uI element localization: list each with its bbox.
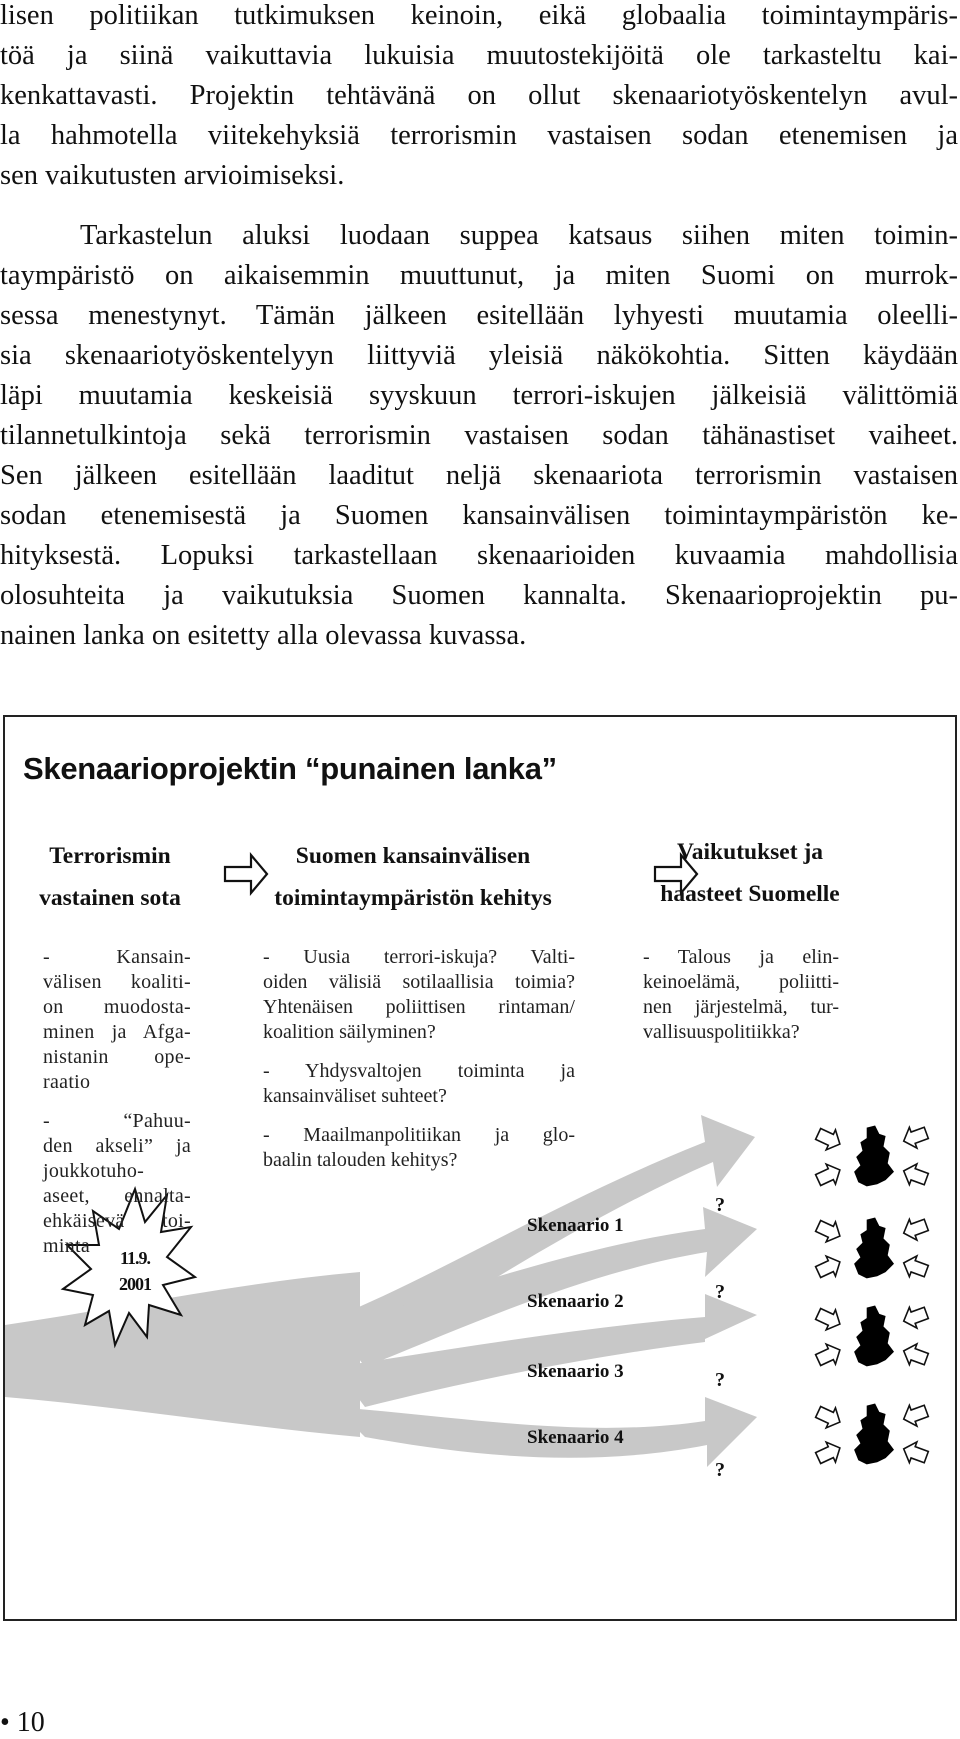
text-line: sodan etenemisestä ja Suomen kansainvälisen toimintaympäristön ke- — [0, 500, 958, 531]
column-heading — [25, 835, 195, 919]
text-line: joukkotuho- — [43, 1160, 145, 1182]
column-item — [43, 1109, 191, 1259]
small-arrow-icon — [813, 1124, 844, 1154]
text-line: nen järjestelmä, tur- — [643, 996, 839, 1018]
text-line: Sen jälkeen esitellään laaditut neljä skenaariota terrorismin vastaisen — [0, 460, 958, 491]
scenario-figure — [3, 715, 957, 1621]
text-line: den akseli” ja — [43, 1135, 191, 1157]
body-paragraph — [0, 216, 958, 656]
text-line: Yhtenäisen poliittisen rintaman/ — [263, 996, 575, 1018]
text-line: baalin talouden kehitys? — [263, 1149, 458, 1171]
column-item — [643, 945, 839, 1045]
small-arrow-icon — [900, 1401, 930, 1430]
small-arrow-icon — [813, 1216, 844, 1246]
text-line: ehkäisevä toi- — [43, 1210, 191, 1232]
text-line: - Yhdysvaltojen toiminta ja — [263, 1060, 575, 1082]
scenario-label: Skenaario 3 — [527, 1361, 624, 1382]
text-line: minen ja Afga- — [43, 1021, 191, 1043]
text-line: välisen koaliti- — [43, 971, 191, 993]
scenario-label: Skenaario 1 — [527, 1215, 624, 1236]
question-mark: ? — [715, 1281, 725, 1303]
small-arrow-icon — [813, 1340, 844, 1370]
small-arrow-icon — [813, 1252, 844, 1282]
question-mark: ? — [715, 1459, 725, 1481]
figure-title: Skenaarioprojektin “punainen lanka” — [23, 751, 557, 786]
text-line: - Uusia terrori-iskuja? Valti- — [263, 946, 575, 968]
column-heading-line: Suomen kansainvälisen — [295, 843, 531, 869]
text-line: la hahmotella viitekehyksiä terrorismin vastaisen sodan etenemisen ja — [0, 120, 958, 151]
text-line: oiden välisiä sotilaallisia toimia? — [263, 971, 575, 993]
column-item — [43, 945, 191, 1095]
text-line: - “Pahuu- — [43, 1110, 191, 1132]
text-line: - Kansain- — [43, 946, 191, 968]
page-number: • 10 — [0, 1707, 45, 1738]
text-line: olosuhteita ja vaikutuksia Suomen kannalta. Skenaarioprojektin pu- — [0, 580, 958, 611]
small-arrow-icon — [900, 1161, 930, 1190]
text-line: aseet, ennalta- — [43, 1185, 191, 1207]
finland-map-icon — [854, 1218, 894, 1279]
text-line: sessa menestynyt. Tämän jälkeen esitellään lyhyesti muutamia oleelli- — [0, 300, 958, 331]
finland-map-group — [813, 1303, 930, 1370]
small-arrow-icon — [813, 1438, 844, 1468]
finland-map-icon — [854, 1126, 894, 1187]
text-line: sen vaikutusten arvioimiseksi. — [0, 160, 345, 191]
small-arrow-icon — [900, 1303, 930, 1332]
scenario-stream-main — [5, 1272, 360, 1437]
text-line: - Talous ja elin- — [643, 946, 839, 968]
column-text — [43, 945, 191, 1273]
text-line: taympäristö on aikaisemmin muuttunut, ja miten Suomi on murrok- — [0, 260, 958, 291]
text-line: Tarkastelun aluksi luodaan suppea katsaus siihen miten toimin- — [80, 220, 958, 251]
column-heading-line: haasteet Suomelle — [660, 881, 840, 907]
text-line: vallisuuspolitiikka? — [643, 1021, 800, 1043]
text-line: - Maailmanpolitiikan ja glo- — [263, 1124, 575, 1146]
question-mark: ? — [715, 1194, 725, 1216]
finland-map-group — [813, 1401, 930, 1468]
text-line: hityksestä. Lopuksi tarkastellaan skenaarioiden kuvaamia mahdollisia — [0, 540, 958, 571]
text-line: raatio — [43, 1071, 91, 1093]
finland-map-icon — [854, 1306, 894, 1367]
intro-paragraph — [0, 0, 958, 196]
date-label: 11.9. 2001 — [119, 1248, 151, 1294]
question-mark: ? — [715, 1369, 725, 1391]
text-line: töä ja siinä vaikuttavia lukuisia muutostekijöitä ole tarkasteltu kai- — [0, 40, 958, 71]
finland-map-group — [813, 1123, 930, 1190]
column-heading — [263, 835, 563, 919]
small-arrow-icon — [813, 1160, 844, 1190]
scenario-label: Skenaario 2 — [527, 1291, 624, 1312]
column-item — [263, 1123, 575, 1173]
column-text — [263, 945, 575, 1187]
text-line: läpi muutamia keskeisiä syyskuun terrori-iskujen jälkeisiä välittömiä — [0, 380, 958, 411]
column-item — [263, 1059, 575, 1109]
text-line: kansainväliset suhteet? — [263, 1085, 447, 1107]
text-line: on muodosta- — [43, 996, 191, 1018]
column-heading-line: vastainen sota — [39, 885, 181, 911]
arrow-right-icon — [225, 855, 267, 893]
small-arrow-icon — [900, 1215, 930, 1244]
text-line: sia skenaariotyöskentelyyn liittyviä yleisiä näkökohtia. Sitten käydään — [0, 340, 958, 371]
text-line: nistanin ope- — [43, 1046, 191, 1068]
column-heading — [635, 831, 865, 915]
small-arrow-icon — [900, 1439, 930, 1468]
text-line: tilannetulkintoja sekä terrorismin vastaisen sodan tähänastiset vaiheet. — [0, 420, 958, 451]
small-arrow-icon — [813, 1304, 844, 1334]
finland-map-icon — [854, 1404, 894, 1465]
column-heading-line: Vaikutukset ja — [676, 839, 824, 865]
small-arrow-icon — [813, 1402, 844, 1432]
small-arrow-icon — [900, 1253, 930, 1282]
text-line: kenkattavasti. Projektin tehtävänä on ollut skenaariotyöskentelyn avul- — [0, 80, 958, 111]
text-line: nainen lanka on esitetty alla olevassa kuvassa. — [0, 620, 527, 651]
small-arrow-icon — [900, 1123, 930, 1152]
column-text — [643, 945, 839, 1059]
finland-map-group — [813, 1215, 930, 1282]
scenario-label: Skenaario 4 — [527, 1427, 624, 1448]
text-line: lisen politiikan tutkimuksen keinoin, eikä globaalia toimintaympäris- — [0, 0, 958, 31]
column-heading-line: Terrorismin — [49, 843, 171, 869]
text-line: koalition säilyminen? — [263, 1021, 436, 1043]
small-arrow-icon — [900, 1341, 930, 1370]
text-line: keinoelämä, poliitti- — [643, 971, 839, 993]
column-heading-line: toimintaympäristön kehitys — [274, 885, 552, 911]
text-line: minta — [43, 1235, 91, 1257]
column-item — [263, 945, 575, 1045]
